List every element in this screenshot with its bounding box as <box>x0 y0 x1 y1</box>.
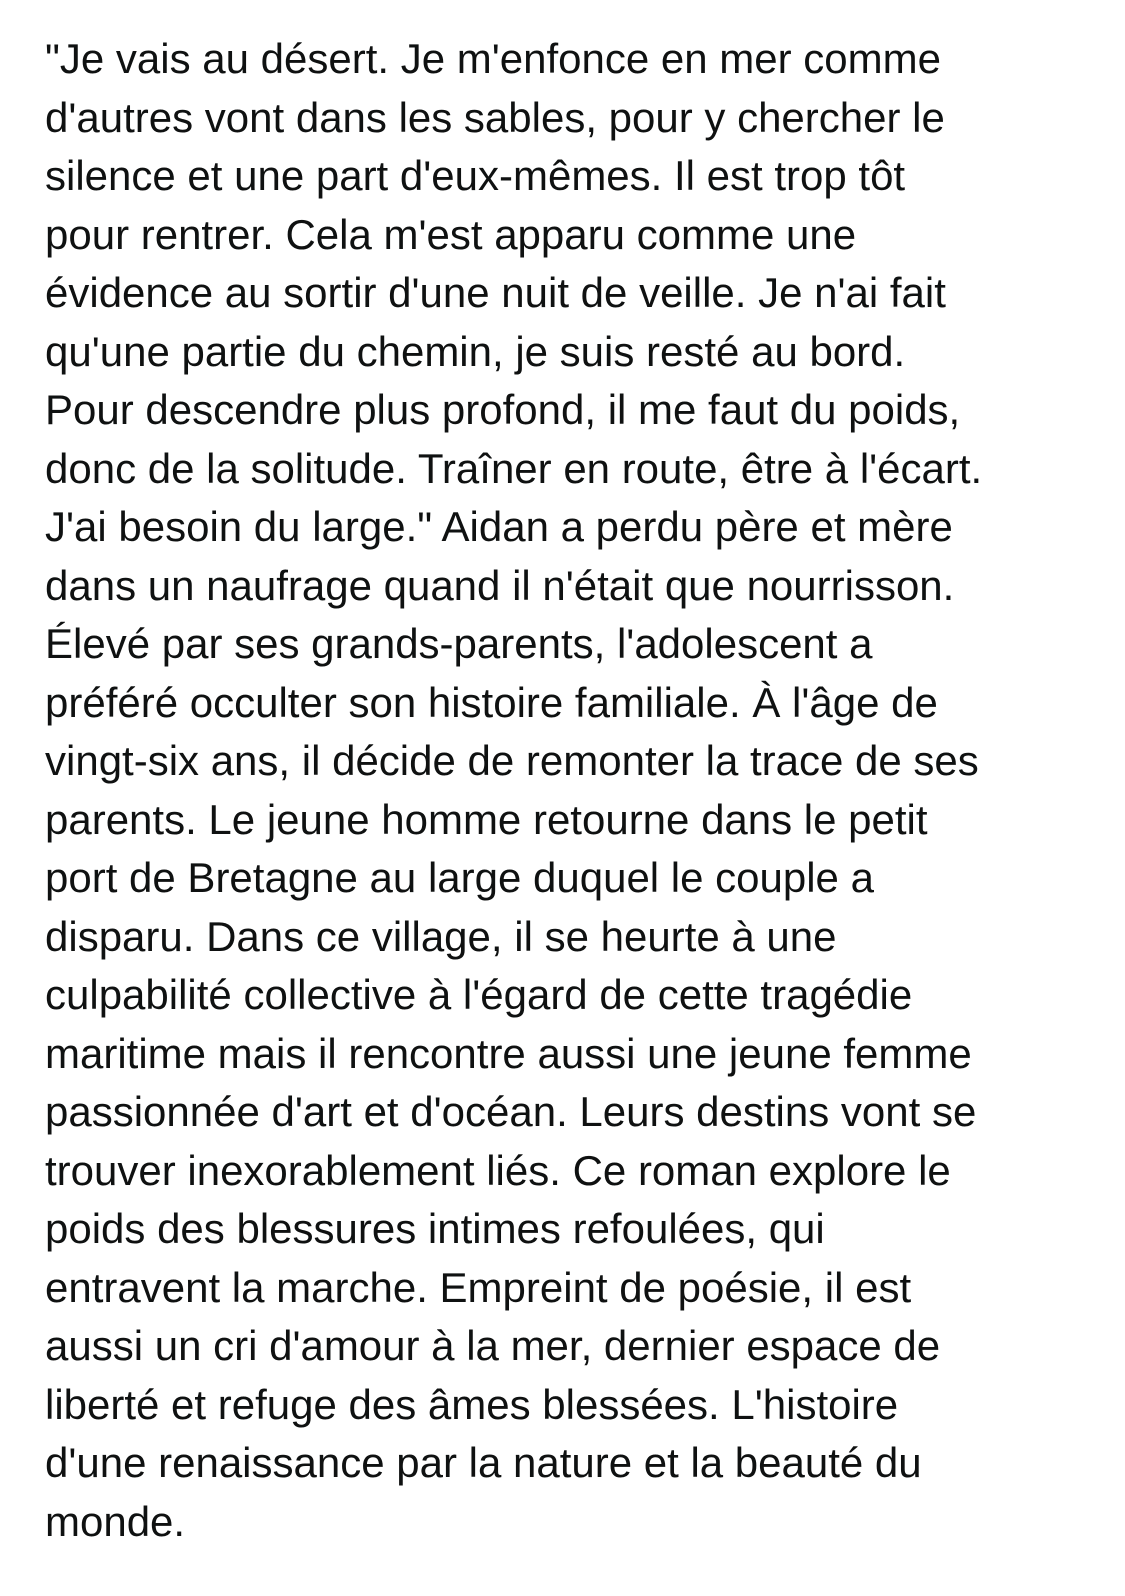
description-line: maritime mais il rencontre aussi une jeune femme <box>45 1029 972 1077</box>
description-line: d'autres vont dans les sables, pour y chercher le <box>45 93 945 141</box>
description-line: Pour descendre plus profond, il me faut du poids, <box>45 386 961 433</box>
description-line: parents. Le jeune homme retourne dans le petit <box>45 795 928 843</box>
description-line: culpabilité collective à l'égard de cette tragédie <box>45 971 913 1018</box>
description-line: aussi un cri d'amour à la mer, dernier espace de <box>45 1322 941 1369</box>
description-line: évidence au sortir d'une nuit de veille. Je n'ai fait <box>45 269 946 316</box>
description-line: qu'une partie du chemin, je suis resté au bord. <box>45 327 906 375</box>
description-line: entravent la marche. Empreint de poésie, il est <box>45 1263 912 1311</box>
description-line: préféré occulter son histoire familiale. À l'âge de <box>45 678 938 726</box>
description-line: poids des blessures intimes refoulées, qui <box>45 1205 825 1252</box>
description-line: vingt-six ans, il décide de remonter la trace de ses <box>45 737 979 784</box>
description-line: passionnée d'art et d'océan. Leurs destins vont se <box>45 1088 977 1135</box>
description-line: liberté et refuge des âmes blessées. L'histoire <box>45 1380 899 1428</box>
description-line: silence et une part d'eux-mêmes. Il est trop tôt <box>45 152 906 199</box>
description-line: "Je vais au désert. Je m'enfonce en mer comme <box>45 35 941 82</box>
description-line: trouver inexorablement liés. Ce roman explore le <box>45 1146 951 1194</box>
description-line: d'une renaissance par la nature et la beauté du <box>45 1439 922 1486</box>
description-line: pour rentrer. Cela m'est apparu comme une <box>45 210 857 258</box>
description-line: J'ai besoin du large." Aidan a perdu père et mère <box>45 503 953 550</box>
description-line: disparu. Dans ce village, il se heurte à une <box>45 912 837 960</box>
description-line: dans un naufrage quand il n'était que nourrisson. <box>45 561 955 609</box>
description-line: monde. <box>45 1497 186 1545</box>
description-line: donc de la solitude. Traîner en route, être à l'écart. <box>45 444 983 492</box>
book-description <box>45 30 1105 1551</box>
description-line: Élevé par ses grands-parents, l'adolescent a <box>45 620 873 667</box>
description-line: port de Bretagne au large duquel le couple a <box>45 854 874 901</box>
